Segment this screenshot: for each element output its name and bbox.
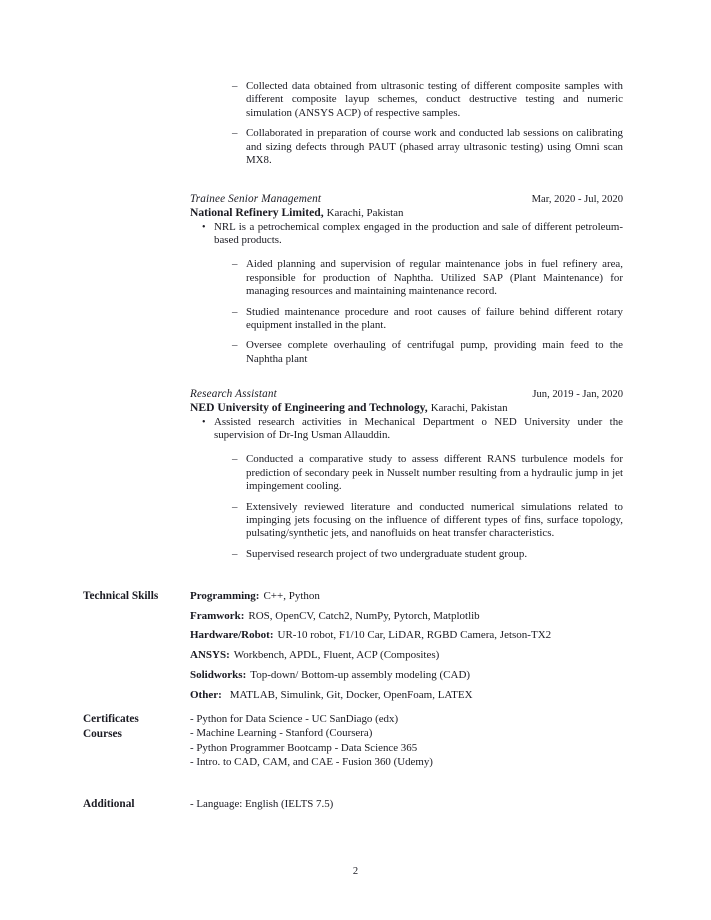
organization-name: NED University of Engineering and Technology, [190, 401, 428, 414]
skill-category: ANSYS: [190, 649, 230, 662]
skill-category: Hardware/Robot: [190, 629, 274, 642]
skill-category: Programming: [190, 590, 260, 602]
job-title: Research Assistant [190, 388, 277, 400]
additional-item: - Language: English (IELTS 7.5) [190, 798, 334, 810]
section-certificates-courses [83, 712, 623, 770]
bullet-list [190, 258, 623, 366]
section-body [190, 712, 623, 770]
skill-row [190, 589, 623, 603]
skill-values: Workbench, APDL, Fluent, ACP (Composites) [233, 649, 440, 662]
skill-values: C++, Python [263, 590, 320, 602]
bullet-item: – Supervised research project of two undergraduate student group. [190, 548, 623, 561]
bullet-list [190, 80, 623, 167]
experience-entry-national-refinery [190, 193, 623, 366]
section-label [83, 712, 183, 741]
certificate-item: - Python Programmer Bootcamp - Data Science 365 [190, 741, 418, 754]
organization-name: National Refinery Limited, [190, 206, 324, 219]
skill-row [190, 668, 623, 682]
section-label: Technical Skills [83, 590, 159, 602]
skill-row [190, 609, 623, 623]
section-additional [83, 797, 623, 811]
bullet-item: – Studied maintenance procedure and root causes of failure behind different rotary equipment installed in the plant. [190, 306, 623, 333]
skill-row [190, 648, 623, 662]
certificate-item: - Python for Data Science - UC SanDiago (edx) [190, 713, 399, 725]
job-dates: Mar, 2020 - Jul, 2020 [531, 194, 623, 205]
organization-location: Karachi, Pakistan [326, 207, 404, 219]
job-title: Trainee Senior Management [190, 193, 322, 205]
page-number: 2 [352, 866, 359, 877]
continued-experience-bullets [190, 80, 623, 167]
summary-list [190, 416, 623, 442]
skill-row [190, 628, 623, 642]
summary-item: • Assisted research activities in Mechanical Department o NED University under the supervision of Dr-Ing Usman Allauddin. [190, 416, 623, 442]
skill-values: Top-down/ Bottom-up assembly modeling (CAD) [250, 668, 471, 681]
skill-category: Solidworks: [190, 668, 247, 681]
certificate-item: - Machine Learning - Stanford (Coursera) [190, 727, 373, 740]
section-body [190, 589, 623, 702]
bullet-item: – Extensively reviewed literature and conducted numerical simulations related to impinging jets focusing on the influence of different types of fins, surface topology, pulsating/synthetic jets, and nanofluids on heat transfer characteristics. [190, 501, 623, 541]
experience-entry-ned-university [190, 388, 623, 561]
skill-row [190, 688, 623, 702]
bullet-list [190, 453, 623, 561]
section-body [190, 797, 623, 811]
bullet-item: – Oversee complete overhauling of centrifugal pump, providing main feed to the Naphtha plant [190, 339, 623, 366]
skill-category: Other: [190, 688, 222, 701]
bullet-item: – Collaborated in preparation of course work and conducted lab sessions on calibrating and sizing defects through PAUT (phased array ultrasonic testing) using Omni scan MX8. [190, 127, 623, 167]
bullet-item: – Collected data obtained from ultrasonic testing of different composite samples with different composite layup schemes, conduct destructive testing and numeric simulation (ANSYS ACP) of respective samples. [190, 80, 623, 120]
organization-line [190, 401, 623, 414]
skill-values: MATLAB, Simulink, Git, Docker, OpenFoam, LATEX [229, 688, 473, 701]
skill-values: UR-10 robot, F1/10 Car, LiDAR, RGBD Camera, Jetson-TX2 [277, 629, 552, 642]
section-label-line-2: Courses [83, 727, 122, 740]
certificate-item: - Intro. to CAD, CAM, and CAE - Fusion 360 (Udemy) [190, 756, 433, 769]
section-label: Additional [83, 798, 135, 810]
section-label-line-1: Certificates [83, 713, 139, 725]
summary-item: • NRL is a petrochemical complex engaged in the production and sale of different petroleum-based products. [190, 221, 623, 247]
bullet-item: – Aided planning and supervision of regular maintenance jobs in fuel refinery area, responsible for production of Naphtha. Utilized SAP (Plant Maintenance) for managing resources and maintaining maintenance record. [190, 258, 623, 298]
entry-header [190, 388, 623, 400]
bullet-item: – Conducted a comparative study to assess different RANS turbulence models for prediction of secondary peek in Nusselt number resulting from a hydraulic jump in jet impingement cooling. [190, 453, 623, 493]
skill-values: ROS, OpenCV, Catch2, NumPy, Pytorch, Matplotlib [248, 609, 480, 622]
skill-category: Framwork: [190, 609, 245, 622]
entry-header [190, 193, 623, 205]
job-dates: Jun, 2019 - Jan, 2020 [532, 389, 623, 400]
organization-location: Karachi, Pakistan [430, 402, 508, 414]
section-technical-skills [83, 589, 623, 702]
summary-list [190, 221, 623, 247]
organization-line [190, 206, 623, 219]
